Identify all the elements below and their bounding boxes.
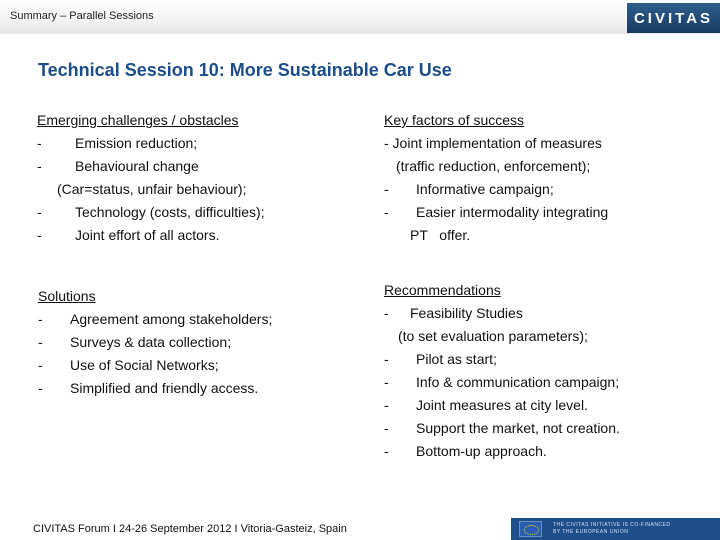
challenges-heading: Emerging challenges / obstacles <box>37 112 239 128</box>
challenge-item: - Emission reduction; <box>37 132 337 155</box>
recommendations-block <box>384 279 704 463</box>
recommendation-item: - Feasibility Studies <box>384 302 704 325</box>
recommendation-item: - Info & communication campaign; <box>384 371 704 394</box>
solution-item: - Agreement among stakeholders; <box>38 308 338 331</box>
challenge-item: - Behavioural change <box>37 155 337 178</box>
solutions-block <box>38 285 338 400</box>
dash-bullet: - <box>384 305 389 321</box>
eu-cofinanced-banner <box>511 518 720 540</box>
civitas-logo: CIVITAS <box>627 3 720 33</box>
solution-item: - Simplified and friendly access. <box>38 377 338 400</box>
key-factors-heading: Key factors of success <box>384 112 525 128</box>
dash-bullet: - <box>37 227 42 243</box>
recommendation-item: - Joint measures at city level. <box>384 394 704 417</box>
key-factor-item-continued: PT offer. <box>410 227 471 243</box>
section-label: Summary – Parallel Sessions <box>10 10 154 22</box>
eu-cofinanced-text: THE CIVITAS INITIATIVE IS CO-FINANCED BY THE EUROPEAN UNION <box>553 522 671 535</box>
dash-bullet: - <box>38 334 43 350</box>
key-factor-item: - Easier intermodality integrating <box>384 201 704 224</box>
dash-bullet: - <box>384 374 389 390</box>
solutions-heading: Solutions <box>38 288 96 304</box>
dash-bullet: - <box>37 204 42 220</box>
dash-bullet: - <box>38 311 43 327</box>
recommendation-item: - Bottom-up approach. <box>384 440 704 463</box>
dash-bullet: - <box>384 181 389 197</box>
challenges-block <box>37 109 337 247</box>
key-factor-item: - Joint implementation of measures <box>384 135 602 151</box>
footer-event-info: CIVITAS Forum I 24-26 September 2012 I Vitoria-Gasteiz, Spain <box>33 523 347 535</box>
dash-bullet: - <box>37 158 42 174</box>
dash-bullet: - <box>37 135 42 151</box>
slide-title: Technical Session 10: More Sustainable Car Use <box>38 60 452 80</box>
key-factor-item: - Informative campaign; <box>384 178 704 201</box>
challenge-item: - Joint effort of all actors. <box>37 224 337 247</box>
recommendation-item: - Support the market, not creation. <box>384 417 704 440</box>
solution-item: - Surveys & data collection; <box>38 331 338 354</box>
eu-flag-icon <box>519 521 542 537</box>
dash-bullet: - <box>384 420 389 436</box>
key-factor-item-continued: (traffic reduction, enforcement); <box>396 158 591 174</box>
recommendation-item: - Pilot as start; <box>384 348 704 371</box>
dash-bullet: - <box>384 443 389 459</box>
challenge-item-continued: (Car=status, unfair behaviour); <box>57 181 247 197</box>
dash-bullet: - <box>384 351 389 367</box>
solution-item: - Use of Social Networks; <box>38 354 338 377</box>
dash-bullet: - <box>384 397 389 413</box>
dash-bullet: - <box>38 357 43 373</box>
dash-bullet: - <box>384 204 389 220</box>
recommendations-heading: Recommendations <box>384 282 501 298</box>
dash-bullet: - <box>38 380 43 396</box>
key-factors-block <box>384 109 704 247</box>
challenge-item: - Technology (costs, difficulties); <box>37 201 337 224</box>
recommendation-item-continued: (to set evaluation parameters); <box>398 328 588 344</box>
